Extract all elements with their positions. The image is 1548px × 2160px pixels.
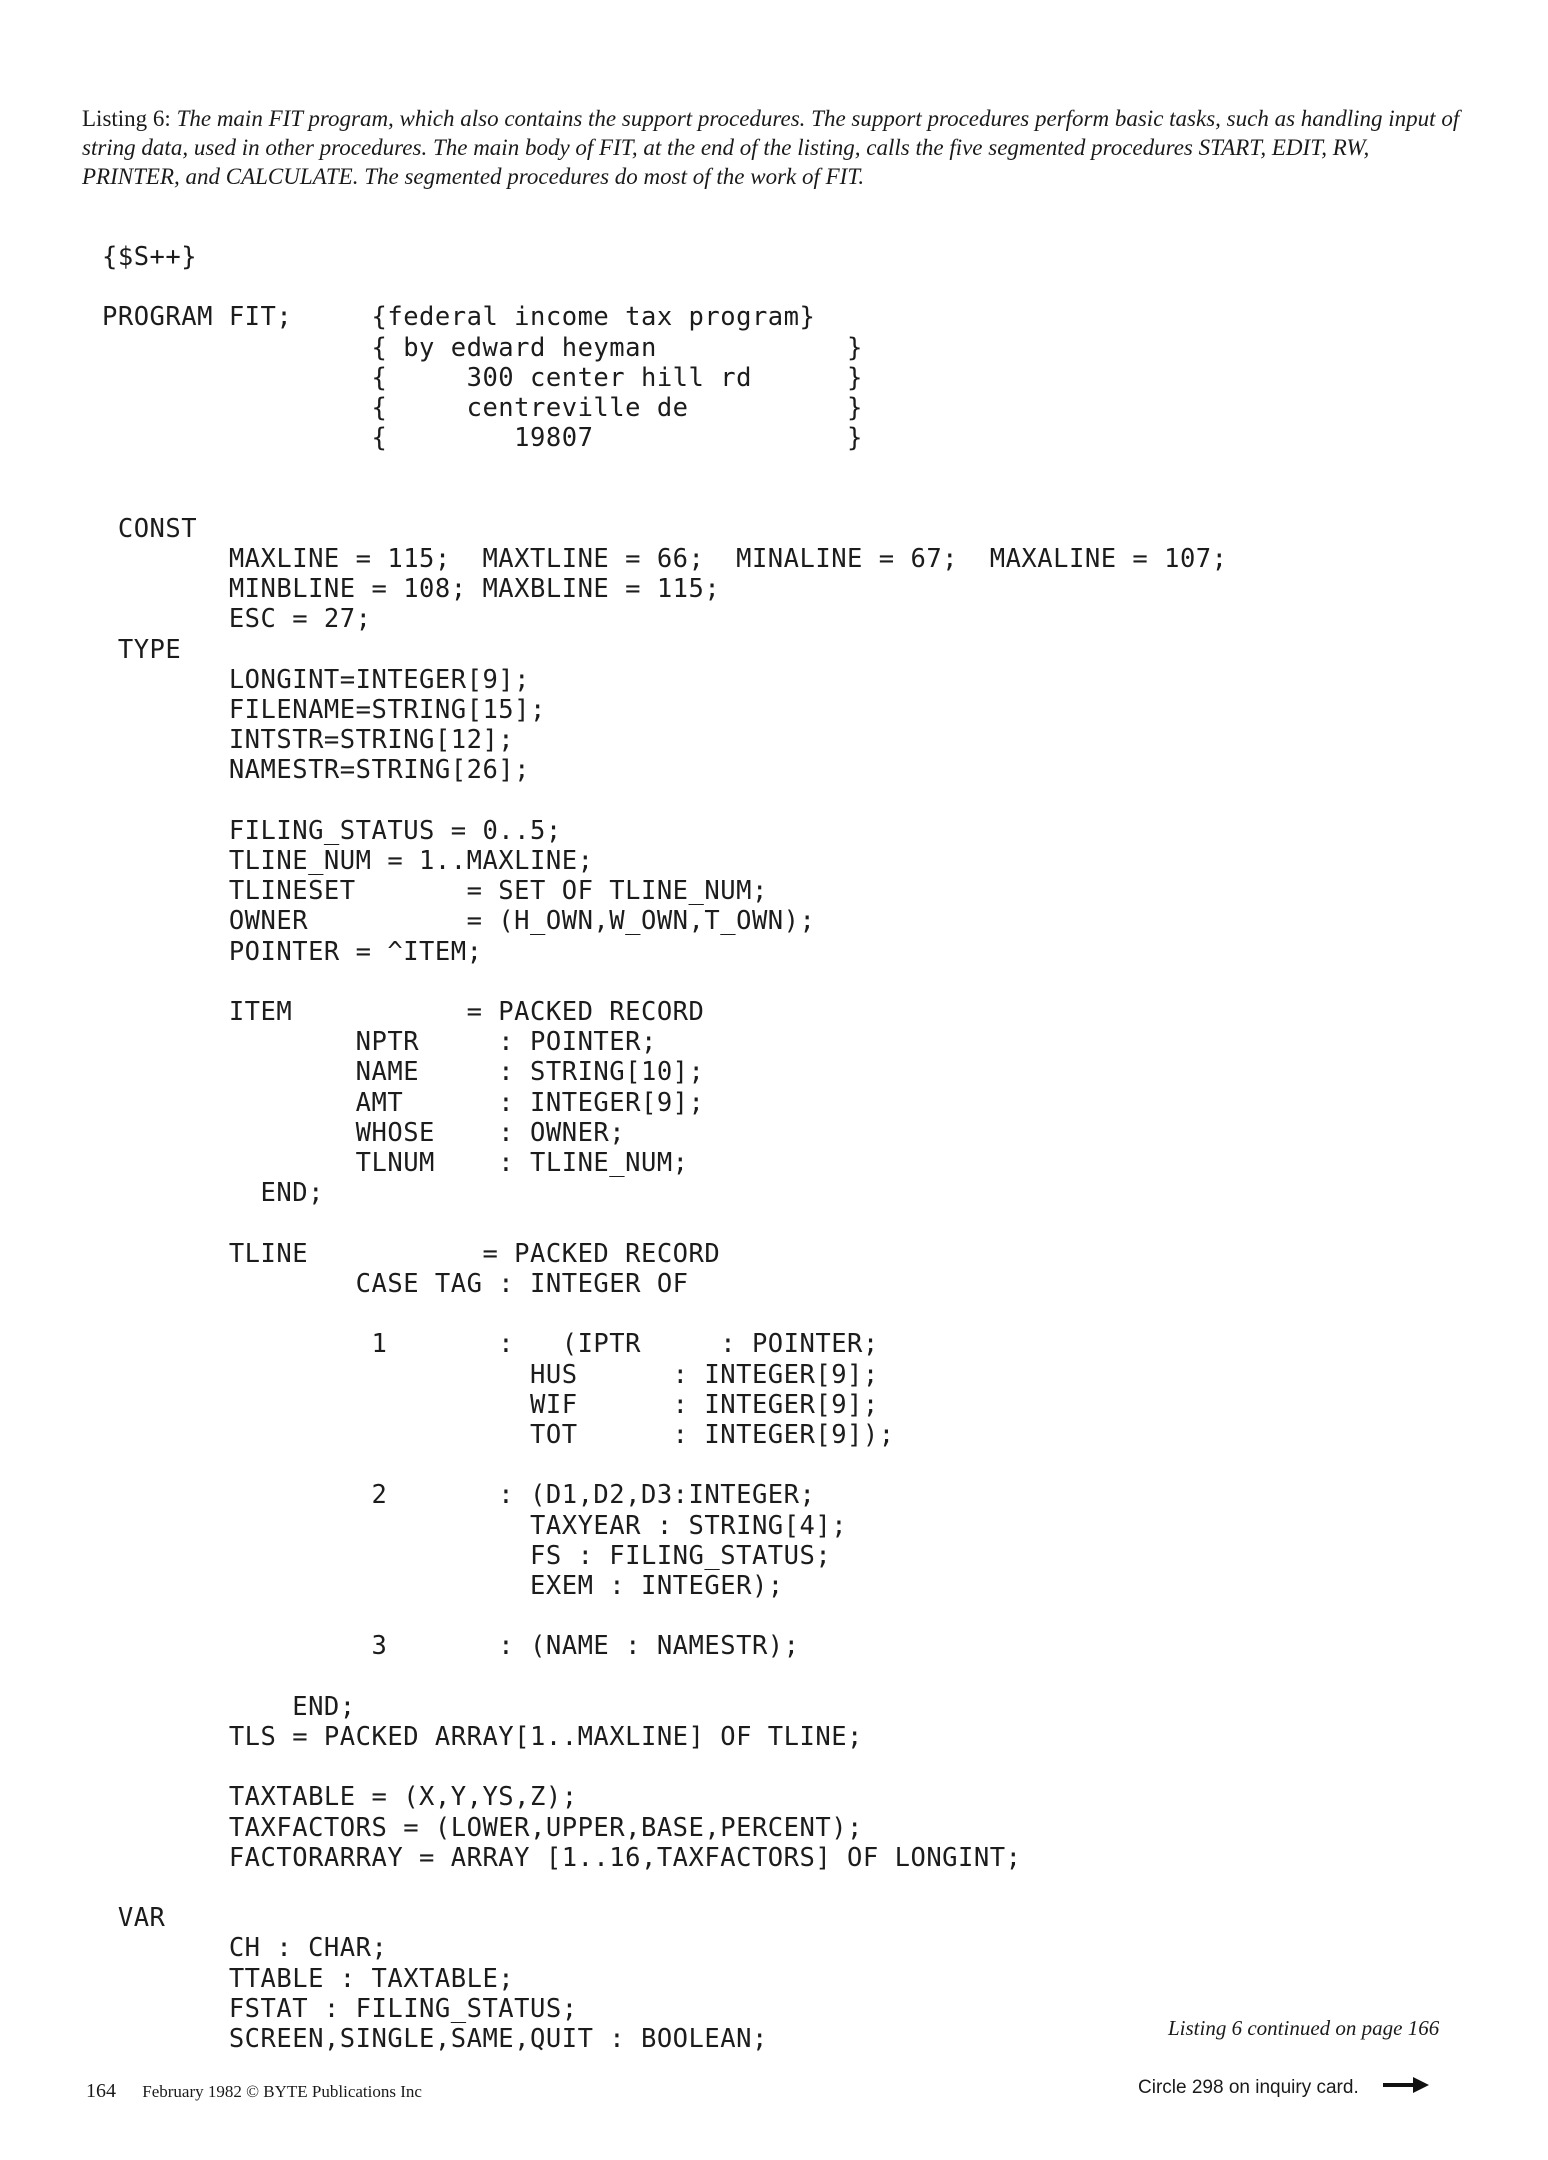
page-number: 164 (86, 2080, 116, 2102)
publication-line: February 1982 © BYTE Publications Inc (142, 2082, 422, 2101)
inquiry-note (1138, 2077, 1429, 2099)
caption-label: Listing 6: (82, 106, 171, 131)
caption-text: The main FIT program, which also contains the support procedures. The support procedures perform basic tasks, such as handling input of string data, used in other procedures. The main body of FIT, at the end of the listing, calls the five segmented procedures START, EDIT, RW, PRINTER, and CALCULATE. The segmented procedures do most of the work of FIT. (82, 106, 1460, 189)
continued-note: Listing 6 continued on page 166 (1168, 2016, 1440, 2040)
listing-caption (82, 104, 1472, 191)
code-listing: {$S++} PROGRAM FIT; {federal income tax program} { by edward heyman } { 300 center hill rd } { centreville de } { 19807 } CONST MAXLINE = 115; MAXTLINE = 66; MINALINE = 67; MAXALINE = 107; MINBLINE = 108; MAXBLINE = 115; ESC = 27; TYPE LONGINT=INTEGER[9]; FILENAME=STRING[15]; INTSTR=STRING[12]; NAMESTR=STRING[26]; FILING_STATUS = 0..5; TLINE_NUM = 1..MAXLINE; TLINESET = SET OF TLINE_NUM; OWNER = (H_OWN,W_OWN,T_OWN); POINTER = ^ITEM; ITEM = PACKED RECORD NPTR : POINTER; NAME : STRING[10]; AMT : INTEGER[9]; WHOSE : OWNER; TLNUM : TLINE_NUM; END; TLINE = PACKED RECORD CASE TAG : INTEGER OF 1 : (IPTR : POINTER; HUS : INTEGER[9]; WIF : INTEGER[9]; TOT : INTEGER[9]); 2 : (D1,D2,D3:INTEGER; TAXYEAR : STRING[4]; FS : FILING_STATUS; EXEM : INTEGER); 3 : (NAME : NAMESTR); END; TLS = PACKED ARRAY[1..MAXLINE] OF TLINE; TAXTABLE = (X,Y,YS,Z); TAXFACTORS = (LOWER,UPPER,BASE,PERCENT); FACTORARRAY = ARRAY [1..16,TAXFACTORS] OF LONGINT; VAR CH : CHAR; TTABLE : TAXTABLE; FSTAT : FILING_STATUS; SCREEN,SINGLE,SAME,QUIT : BOOLEAN; (102, 242, 1228, 2054)
right-arrow-icon (1383, 2077, 1429, 2099)
inquiry-text: Circle 298 on inquiry card. (1138, 2077, 1359, 2098)
page-footer (86, 2080, 422, 2103)
